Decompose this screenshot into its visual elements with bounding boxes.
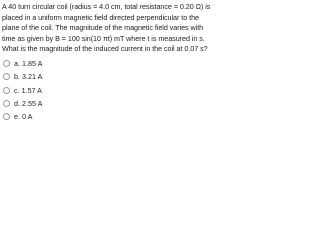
question-line: plane of the coil. The magnitude of the magnetic field varies with: [2, 23, 204, 33]
question-line: What is the magnitude of the induced current in the coil at 0.07 s?: [2, 44, 208, 54]
option-label: e. 0 A: [14, 112, 33, 122]
option-d[interactable]: [3, 97, 123, 110]
radio-button[interactable]: [3, 113, 10, 120]
option-label: c. 1.57 A: [14, 85, 42, 95]
question-text: [2, 2, 211, 55]
option-e[interactable]: [3, 110, 123, 123]
radio-button[interactable]: [3, 100, 10, 107]
question-line: A 40 turn circular coil (radius = 4.0 cm, total resistance = 0.20 Ω) is: [2, 2, 211, 11]
option-label: a. 1.85 A: [14, 59, 43, 69]
radio-button[interactable]: [3, 73, 10, 80]
option-c[interactable]: [3, 84, 123, 97]
radio-button[interactable]: [3, 87, 10, 94]
option-a[interactable]: [3, 57, 123, 70]
question-line: time as given by B = 100 sin(10 πt) mT where t is measured in s.: [2, 33, 205, 43]
radio-button[interactable]: [3, 60, 10, 67]
question-line: placed in a uniform magnetic field directed perpendicular to the: [2, 12, 199, 22]
option-label: d. 2.55 A: [14, 99, 43, 109]
answer-options: [3, 57, 123, 123]
option-label: b. 3.21 A: [14, 72, 43, 82]
option-b[interactable]: [3, 70, 123, 83]
